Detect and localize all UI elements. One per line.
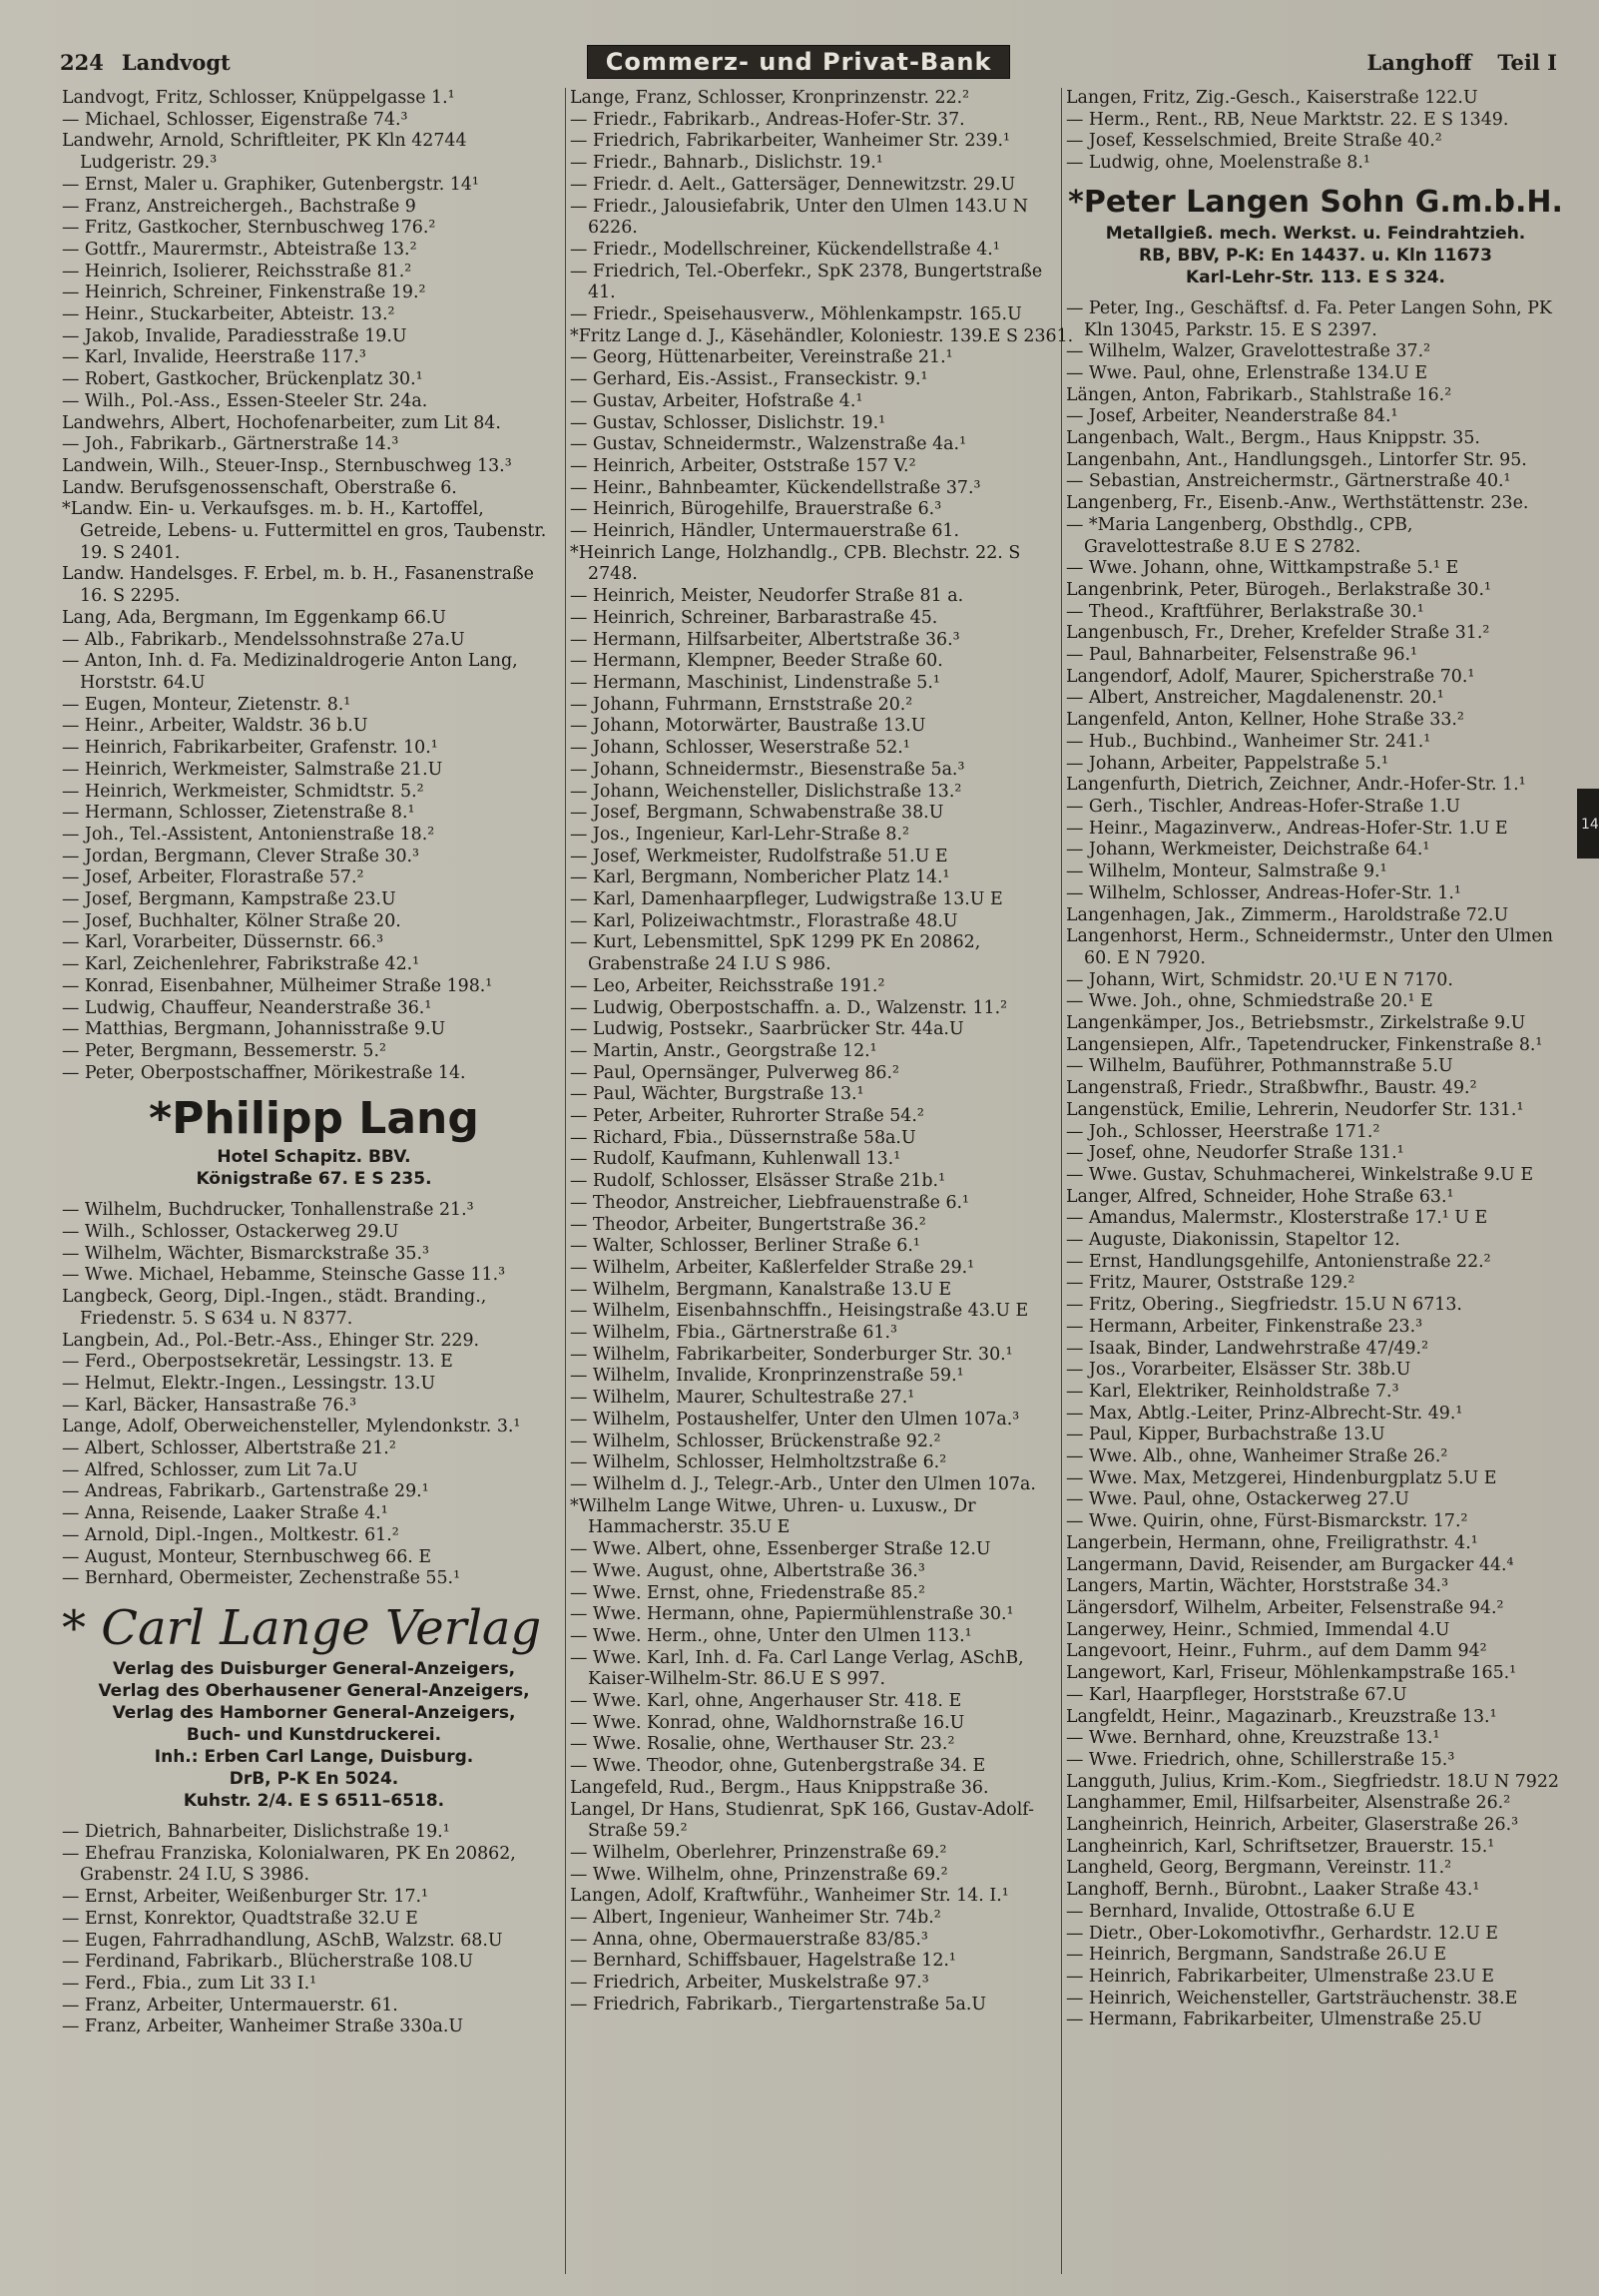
directory-entry: *Landw. Ein- u. Verkaufsges. m. b. H., Kartoffel, Getreide, Lebens- u. Futtermittel en gros, Taubenstr. 19. S 2401.	[62, 499, 547, 563]
directory-entry: — Johann, Schneidermstr., Biesenstraße 5a.³	[570, 759, 965, 780]
directory-entry: Langenberg, Fr., Eisenb.-Anw., Werthstättenstr. 23e.	[1066, 493, 1529, 514]
thumb-index-label: 14	[1581, 817, 1599, 833]
directory-entry: — Heinrich, Werkmeister, Schmidtstr. 5.²	[62, 781, 424, 802]
directory-entry: — Jordan, Bergmann, Clever Straße 30.³	[62, 846, 420, 866]
directory-entry: Langheinrich, Karl, Schriftsetzer, Brauerstr. 15.¹	[1066, 1836, 1495, 1857]
directory-entry: — Wilhelm, Postaushelfer, Unter den Ulmen 107a.³	[570, 1409, 1020, 1430]
directory-entry: Langensiepen, Alfr., Tapetendrucker, Finkenstraße 8.¹	[1066, 1034, 1543, 1055]
directory-entry: Langhoff, Bernh., Bürobnt., Laaker Straße 43.¹	[1066, 1880, 1480, 1901]
directory-entry: — Helmut, Elektr.-Ingen., Lessingstr. 13.U	[62, 1373, 436, 1394]
directory-entry: — Wilhelm, Bauführer, Pothmannstraße 5.U	[1066, 1056, 1453, 1077]
directory-entry: — Heinrich, Meister, Neudorfer Straße 81 a.	[570, 586, 964, 607]
directory-entry: — Friedr., Speisehausverw., Möhlenkampstr. 165.U	[570, 304, 1022, 325]
directory-entry: — Wwe. Gustav, Schuhmacherei, Winkelstraße 9.U E	[1066, 1164, 1534, 1185]
directory-entry: — Josef, ohne, Neudorfer Straße 131.¹	[1066, 1143, 1404, 1164]
directory-entry: — Rudolf, Schlosser, Elsässer Straße 21b.¹	[570, 1171, 946, 1192]
directory-entry: — Ferdinand, Fabrikarb., Blücherstraße 108.U	[62, 1952, 473, 1973]
directory-entry: Langermann, David, Reisender, am Burgacker 44.⁴	[1066, 1554, 1514, 1575]
directory-entry: — Joh., Fabrikarb., Gärtnerstraße 14.³	[62, 434, 399, 455]
directory-entry: — Hermann, Klempner, Beeder Straße 60.	[570, 651, 943, 672]
directory-entry: — Wilh., Schlosser, Ostackerweg 29.U	[62, 1222, 399, 1243]
directory-entry: — Robert, Gastkocher, Brückenplatz 30.¹	[62, 369, 423, 390]
directory-entry: — Johann, Schlosser, Weserstraße 52.¹	[570, 738, 910, 759]
header-left	[60, 50, 231, 75]
directory-entry: — Karl, Zeichenlehrer, Fabrikstraße 42.¹	[62, 954, 420, 975]
directory-entry: — Hub., Buchbind., Wanheimer Str. 241.¹	[1066, 731, 1431, 752]
directory-entry: — Wwe. Hermann, ohne, Papiermühlenstraße 30.¹	[570, 1604, 1014, 1625]
directory-entry: — Ernst, Arbeiter, Weißenburger Str. 17.¹	[62, 1887, 429, 1908]
directory-entry: — Karl, Polizeiwachtmstr., Florastraße 48.U	[570, 910, 958, 931]
directory-entry: — Wilhelm, Schlosser, Helmholtzstraße 6.²	[570, 1452, 947, 1473]
directory-entry: Lang, Ada, Bergmann, Im Eggenkamp 66.U	[62, 607, 446, 628]
directory-entry: Langerbein, Hermann, ohne, Freiligrathstr. 4.¹	[1066, 1532, 1478, 1553]
directory-entry: Langenkämper, Jos., Betriebsmstr., Zirkelstraße 9.U	[1066, 1013, 1526, 1034]
directory-entry: Langbeck, Georg, Dipl.-Ingen., städt. Branding., Friedenstr. 5. S 634 u. N 8377.	[62, 1287, 487, 1329]
ad-title: * Carl Lange Verlag	[62, 1600, 542, 1656]
directory-entry: — Wilhelm, Monteur, Salmstraße 9.¹	[1066, 861, 1387, 882]
directory-entry: — Josef, Werkmeister, Rudolfstraße 51.U E	[570, 846, 948, 866]
directory-entry: — Wwe. August, ohne, Albertstraße 36.³	[570, 1560, 925, 1581]
directory-entry: — Wwe. Quirin, ohne, Fürst-Bismarckstr. 17.²	[1066, 1511, 1468, 1532]
directory-entry: — Gerhard, Eis.-Assist., Franseckistr. 9.¹	[570, 369, 928, 390]
directory-entry: — Wwe. Johann, ohne, Wittkampstraße 5.¹ E	[1066, 558, 1459, 579]
directory-entry: — Dietrich, Bahnarbeiter, Dislichstraße 19.¹	[62, 1822, 450, 1842]
directory-entry: — Rudolf, Kaufmann, Kuhlenwall 13.¹	[570, 1149, 901, 1170]
directory-entry: — Wwe. Friedrich, ohne, Schillerstraße 15.³	[1066, 1749, 1455, 1770]
directory-entry: — Albert, Ingenieur, Wanheimer Str. 74b.²	[570, 1908, 941, 1929]
directory-entry: — Eugen, Monteur, Zietenstr. 8.¹	[62, 694, 351, 715]
directory-entry: — Wilhelm, Maurer, Schultestraße 27.¹	[570, 1388, 915, 1409]
directory-entry: Langen, Adolf, Kraftwführ., Wanheimer Str. 14. I.¹	[570, 1886, 1009, 1907]
directory-entry: — Fritz, Obering., Siegfriedstr. 15.U N 6713.	[1066, 1295, 1462, 1316]
directory-entry: — Paul, Bahnarbeiter, Felsenstraße 96.¹	[1066, 645, 1418, 666]
column-2	[570, 88, 1074, 2279]
directory-entry: Langenstück, Emilie, Lehrerin, Neudorfer Str. 131.¹	[1066, 1099, 1524, 1120]
directory-entry: — Anton, Inh. d. Fa. Medizinaldrogerie Anton Lang, Horststr. 64.U	[62, 651, 518, 693]
directory-entry: Langhammer, Emil, Hilfsarbeiter, Alsenstraße 26.²	[1066, 1793, 1511, 1814]
ad-line: Buch- und Kunstdruckerei.	[186, 1725, 442, 1745]
directory-entry: — Ernst, Maler u. Graphiker, Gutenbergstr. 14¹	[62, 174, 479, 195]
directory-entry: — Fritz, Gastkocher, Sternbuschweg 176.²	[62, 218, 436, 239]
directory-entry: — Gustav, Schneidermstr., Walzenstraße 4a.¹	[570, 434, 967, 455]
directory-entry: — Heinrich, Bürogehilfe, Brauerstraße 6.³	[570, 499, 942, 520]
directory-entry: — Michael, Schlosser, Eigenstraße 74.³	[62, 109, 408, 130]
entry-list	[1066, 298, 1565, 2031]
right-keyword: Langhoff	[1366, 49, 1472, 75]
directory-entry: — Fritz, Maurer, Oststraße 129.²	[1066, 1273, 1355, 1294]
directory-entry: — Wilhelm, Fabrikarbeiter, Sonderburger Str. 30.¹	[570, 1344, 1013, 1365]
directory-entry: — Theodor, Arbeiter, Bungertstraße 36.²	[570, 1214, 926, 1235]
directory-entry: — Wilhelm, Arbeiter, Kaßlerfelder Straße 29.¹	[570, 1257, 975, 1278]
directory-entry: Langevoort, Heinr., Fuhrm., auf dem Damm 94²	[1066, 1641, 1487, 1662]
directory-entry: Langenbusch, Fr., Dreher, Krefelder Straße 31.²	[1066, 623, 1490, 644]
directory-entry: — Josef, Kesselschmied, Breite Straße 40.²	[1066, 131, 1442, 152]
directory-entry: — Peter, Oberpostschaffner, Mörikestraße 14.	[62, 1062, 466, 1083]
directory-entry: — Wwe. Joh., ohne, Schmiedstraße 20.¹ E	[1066, 991, 1433, 1012]
directory-entry: — Franz, Arbeiter, Untermauerstr. 61.	[62, 1995, 398, 2015]
directory-entry: — Ludwig, Oberpostschaffn. a. D., Walzenstr. 11.²	[570, 997, 1008, 1018]
directory-entry: — Wwe. Alb., ohne, Wanheimer Straße 26.²	[1066, 1446, 1448, 1467]
directory-entry: — Wwe. Bernhard, ohne, Kreuzstraße 13.¹	[1066, 1728, 1440, 1749]
directory-entry: — Auguste, Diakonissin, Stapeltor 12.	[1066, 1230, 1400, 1251]
directory-entry: — Sebastian, Anstreichermstr., Gärtnerstraße 40.¹	[1066, 471, 1511, 492]
directory-entry: — Friedr. d. Aelt., Gattersäger, Dennewitzstr. 29.U	[570, 174, 1016, 195]
directory-entry: — Ludwig, Postsekr., Saarbrücker Str. 44a.U	[570, 1019, 964, 1040]
page-number: 224	[60, 49, 104, 75]
directory-entry: — Wwe. Albert, ohne, Essenberger Straße 12.U	[570, 1539, 991, 1560]
directory-entry: — Wilhelm, Schlosser, Andreas-Hofer-Str. 1.¹	[1066, 882, 1461, 903]
directory-entry: Längersdorf, Wilhelm, Arbeiter, Felsenstraße 94.²	[1066, 1598, 1504, 1618]
directory-entry: — Johann, Fuhrmann, Ernststraße 20.²	[570, 694, 913, 715]
page-header	[60, 44, 1557, 80]
entry-list	[1066, 88, 1565, 175]
directory-entry: Langel, Dr Hans, Studienrat, SpK 166, Gustav-Adolf-Straße 59.²	[570, 1799, 1034, 1842]
directory-entry: — Johann, Motorwärter, Baustraße 13.U	[570, 716, 926, 737]
directory-entry: — Hermann, Fabrikarbeiter, Ulmenstraße 25.U	[1066, 2009, 1482, 2030]
directory-entry: *Heinrich Lange, Holzhandlg., CPB. Blechstr. 22. S 2748.	[570, 542, 1021, 585]
directory-entry: Langbein, Ad., Pol.-Betr.-Ass., Ehinger Str. 229.	[62, 1330, 480, 1351]
directory-entry: Langendorf, Adolf, Maurer, Spicherstraße 70.¹	[1066, 666, 1475, 687]
directory-entry: — Karl, Damenhaarpfleger, Ludwigstraße 13.U E	[570, 889, 1003, 910]
directory-entry: — Theod., Kraftführer, Berlakstraße 30.¹	[1066, 601, 1424, 622]
directory-entry: — Heinr., Magazinverw., Andreas-Hofer-Str. 1.U E	[1066, 818, 1508, 839]
directory-entry: — Leo, Arbeiter, Reichsstraße 191.²	[570, 975, 885, 996]
directory-entry: — August, Monteur, Sternbuschweg 66. E	[62, 1546, 432, 1567]
directory-entry: — Heinrich, Weichensteller, Gartsträuchenstr. 38.E	[1066, 1988, 1518, 2009]
directory-entry: — Ferd., Fbia., zum Lit 33 I.¹	[62, 1973, 317, 1994]
directory-entry: — Wwe. Theodor, ohne, Gutenbergstraße 34. E	[570, 1756, 986, 1777]
directory-entry: — Franz, Arbeiter, Wanheimer Straße 330a.U	[62, 2016, 464, 2037]
directory-entry: — Wilhelm, Invalide, Kronprinzenstraße 59.¹	[570, 1366, 964, 1387]
directory-entry: — Heinrich, Bergmann, Sandstraße 26.U E	[1066, 1945, 1447, 1966]
directory-entry: — Wwe. Karl, Inh. d. Fa. Carl Lange Verlag, ASchB, Kaiser-Wilhelm-Str. 86.U E S 997.	[570, 1647, 1024, 1690]
directory-entry: — Albert, Anstreicher, Magdalenenstr. 20.¹	[1066, 688, 1444, 709]
ad-title: *Philipp Lang	[149, 1093, 479, 1145]
directory-entry: — Wwe. Herm., ohne, Unter den Ulmen 113.¹	[570, 1625, 972, 1646]
ad-line: Verlag des Oberhausener General-Anzeigers,	[98, 1681, 530, 1701]
directory-entry: — Peter, Bergmann, Bessemerstr. 5.²	[62, 1040, 386, 1061]
directory-entry: Landw. Berufsgenossenschaft, Oberstraße 6.	[62, 477, 457, 498]
directory-entry: — Hermann, Hilfsarbeiter, Albertstraße 36.³	[570, 629, 960, 650]
directory-entry: — Friedr., Modellschreiner, Kückendellstraße 4.¹	[570, 239, 1000, 260]
directory-entry: Langers, Martin, Wächter, Horststraße 34.³	[1066, 1576, 1449, 1597]
directory-entry: — Wilhelm, Bergmann, Kanalstraße 13.U E	[570, 1279, 952, 1300]
directory-entry: — Albert, Schlosser, Albertstraße 21.²	[62, 1438, 396, 1459]
directory-entry: — Heinrich, Schreiner, Finkenstraße 19.²	[62, 283, 426, 303]
directory-entry: — Heinr., Stuckarbeiter, Abteistr. 13.²	[62, 304, 395, 325]
directory-entry: — Wwe. Michael, Hebamme, Steinsche Gasse 11.³	[62, 1265, 506, 1286]
ad-line: RB, BBV, P-K: En 14437. u. Kln 11673	[1139, 245, 1492, 266]
directory-entry: Längen, Anton, Fabrikarb., Stahlstraße 16.²	[1066, 384, 1452, 405]
header-right	[1366, 50, 1557, 75]
entry-list	[62, 1822, 566, 2038]
directory-entry: Lange, Franz, Schlosser, Kronprinzenstr. 22.²	[570, 88, 970, 108]
directory-entry: — Karl, Bäcker, Hansastraße 76.³	[62, 1395, 357, 1416]
directory-entry: Langenstraß, Friedr., Straßbwfhr., Baustr. 49.²	[1066, 1078, 1477, 1099]
directory-entry: — Peter, Arbeiter, Ruhrorter Straße 54.²	[570, 1106, 924, 1127]
directory-entry: Lange, Adolf, Oberweichensteller, Mylendonkstr. 3.¹	[62, 1417, 521, 1437]
directory-entry: Langenbach, Walt., Bergm., Haus Knippstr. 35.	[1066, 428, 1480, 449]
directory-entry: — Jakob, Invalide, Paradiesstraße 19.U	[62, 325, 407, 346]
directory-entry: — Gustav, Schlosser, Dislichstr. 19.¹	[570, 412, 886, 433]
directory-entry: — Wwe. Paul, ohne, Ostackerweg 27.U	[1066, 1489, 1409, 1510]
directory-entry: — Hermann, Arbeiter, Finkenstraße 23.³	[1066, 1316, 1423, 1337]
directory-entry: — Johann, Arbeiter, Pappelstraße 5.¹	[1066, 753, 1388, 774]
ad-line: Kuhstr. 2/4. E S 6511–6518.	[183, 1791, 445, 1811]
directory-entry: — Wilhelm, Oberlehrer, Prinzenstraße 69.²	[570, 1842, 947, 1863]
directory-entry: — Paul, Wächter, Burgstraße 13.¹	[570, 1084, 864, 1105]
directory-entry: — Bernhard, Invalide, Ottostraße 6.U E	[1066, 1901, 1415, 1922]
directory-entry: — Wwe. Paul, ohne, Erlenstraße 134.U E	[1066, 362, 1428, 383]
column-3	[1066, 88, 1565, 2279]
directory-entry: Langenbrink, Peter, Bürogeh., Berlakstraße 30.¹	[1066, 579, 1491, 600]
directory-entry: — Friedr., Fabrikarb., Andreas-Hofer-Str. 37.	[570, 109, 965, 130]
directory-entry: — Wilhelm, Wächter, Bismarckstraße 35.³	[62, 1243, 429, 1264]
bank-banner: Commerz- und Privat-Bank	[587, 45, 1011, 79]
directory-entry: — Josef, Bergmann, Schwabenstraße 38.U	[570, 803, 944, 824]
directory-entry: Landw. Handelsges. F. Erbel, m. b. H., Fasanenstraße 16. S 2295.	[62, 564, 534, 607]
ad-line: Verlag des Hamborner General-Anzeigers,	[112, 1703, 516, 1723]
directory-entry: — Georg, Hüttenarbeiter, Vereinstraße 21.¹	[570, 347, 953, 368]
directory-entry: — Heinr., Bahnbeamter, Kückendellstraße 37.³	[570, 477, 981, 498]
directory-entry: — Martin, Anstr., Georgstraße 12.¹	[570, 1040, 877, 1061]
directory-entry: — Wilhelm, Schlosser, Brückenstraße 92.²	[570, 1431, 941, 1451]
directory-entry: — Heinrich, Arbeiter, Oststraße 157 V.²	[570, 455, 916, 476]
column-1	[62, 88, 566, 2279]
ad-line: Metallgieß. mech. Werkst. u. Feindrahtzieh.	[1105, 223, 1526, 244]
directory-entry: Langfeldt, Heinr., Magazinarb., Kreuzstraße 13.¹	[1066, 1706, 1497, 1727]
directory-entry: — Josef, Bergmann, Kampstraße 23.U	[62, 889, 396, 910]
directory-entry: — Karl, Invalide, Heerstraße 117.³	[62, 347, 366, 368]
directory-entry: — Heinrich, Werkmeister, Salmstraße 21.U	[62, 759, 443, 780]
directory-entry: Langen, Fritz, Zig.-Gesch., Kaiserstraße 122.U	[1066, 88, 1478, 108]
directory-entry: — Walter, Schlosser, Berliner Straße 6.¹	[570, 1236, 920, 1257]
directory-entry: — Ferd., Oberpostsekretär, Lessingstr. 13. E	[62, 1352, 453, 1373]
directory-entry: — Gerh., Tischler, Andreas-Hofer-Straße 1.U	[1066, 796, 1461, 817]
directory-entry: — Johann, Wirt, Schmidstr. 20.¹U E N 7170.	[1066, 969, 1453, 990]
directory-entry: — Joh., Schlosser, Heerstraße 171.²	[1066, 1121, 1380, 1142]
directory-entry: — Jos., Vorarbeiter, Elsässer Str. 38b.U	[1066, 1360, 1411, 1381]
directory-entry: — Friedrich, Tel.-Oberfekr., SpK 2378, Bungertstraße 41.	[570, 261, 1043, 303]
directory-entry: — Wilhelm, Walzer, Gravelottestraße 37.²	[1066, 341, 1431, 362]
ad-line: Verlag des Duisburger General-Anzeigers,	[112, 1659, 516, 1679]
directory-entry: — Max, Abtlg.-Leiter, Prinz-Albrecht-Str. 49.¹	[1066, 1403, 1463, 1424]
directory-entry: — Amandus, Malermstr., Klosterstraße 17.¹ U E	[1066, 1208, 1488, 1229]
directory-entry: — Wwe. Wilhelm, ohne, Prinzenstraße 69.²	[570, 1864, 948, 1885]
directory-entry: — Karl, Elektriker, Reinholdstraße 7.³	[1066, 1381, 1399, 1402]
entry-list	[62, 1200, 566, 1590]
directory-entry: — Karl, Vorarbeiter, Düssernstr. 66.³	[62, 932, 384, 953]
directory-entry: Langenhagen, Jak., Zimmerm., Haroldstraße 72.U	[1066, 904, 1509, 925]
ad-title: *Peter Langen Sohn G.m.b.H.	[1068, 184, 1563, 220]
directory-entry: Langheinrich, Heinrich, Arbeiter, Glaserstraße 26.³	[1066, 1815, 1519, 1836]
directory-entry: Langer, Alfred, Schneider, Hohe Straße 63.¹	[1066, 1186, 1454, 1207]
directory-entry: Langenhorst, Herm., Schneidermstr., Unter den Ulmen 60. E N 7920.	[1066, 926, 1553, 968]
directory-entry: — Johann, Weichensteller, Dislichstraße 13.²	[570, 781, 962, 802]
directory-entry: — Franz, Anstreichergeh., Bachstraße 9	[62, 196, 416, 217]
part-label: Teil I	[1497, 49, 1557, 75]
thumb-index-tab	[1577, 789, 1599, 859]
directory-entry: — Anna, Reisende, Laaker Straße 4.¹	[62, 1503, 388, 1524]
directory-entry: — Konrad, Eisenbahner, Mülheimer Straße 198.¹	[62, 975, 493, 996]
directory-entry: Landwehrs, Albert, Hochofenarbeiter, zum Lit 84.	[62, 412, 501, 433]
directory-entry: — Gustav, Arbeiter, Hofstraße 4.¹	[570, 390, 863, 411]
directory-entry: — Eugen, Fahrradhandlung, ASchB, Walzstr. 68.U	[62, 1930, 503, 1951]
directory-entry: — Paul, Opernsänger, Pulverweg 86.²	[570, 1062, 899, 1083]
directory-entry: — Wwe. Karl, ohne, Angerhauser Str. 418. E	[570, 1691, 962, 1712]
directory-entry: — Wwe. Ernst, ohne, Friedenstraße 85.²	[570, 1582, 925, 1603]
directory-entry: — Wwe. Konrad, ohne, Waldhornstraße 16.U	[570, 1712, 965, 1733]
directory-entry: — Ehefrau Franziska, Kolonialwaren, PK En 20862, Grabenstr. 24 I.U, S 3986.	[62, 1843, 516, 1886]
directory-entry: — Gottfr., Maurermstr., Abteistraße 13.²	[62, 239, 417, 260]
directory-entry: Landwein, Wilh., Steuer-Insp., Sternbuschweg 13.³	[62, 455, 512, 476]
ad-peter-langen	[1066, 183, 1565, 288]
directory-entry: — Ernst, Handlungsgehilfe, Antonienstraße 22.²	[1066, 1251, 1491, 1272]
directory-entry: — Anna, ohne, Obermauerstraße 83/85.³	[570, 1929, 928, 1950]
directory-entry: — Friedr., Jalousiefabrik, Unter den Ulmen 143.U N 6226.	[570, 196, 1029, 239]
directory-entry: *Fritz Lange d. J., Käsehändler, Koloniestr. 139.E S 2361.	[570, 325, 1074, 346]
directory-entry: — Bernhard, Obermeister, Zechenstraße 55.¹	[62, 1568, 461, 1589]
directory-entry: — Karl, Haarpfleger, Horststraße 67.U	[1066, 1684, 1407, 1705]
directory-entry: — Heinr., Arbeiter, Waldstr. 36 b.U	[62, 716, 368, 737]
directory-entry: — Wwe. Max, Metzgerei, Hindenburgplatz 5.U E	[1066, 1467, 1497, 1488]
directory-entry: — Hermann, Schlosser, Zietenstraße 8.¹	[62, 803, 415, 824]
ad-carl-lange-verlag	[62, 1598, 566, 1812]
directory-entry: — Alfred, Schlosser, zum Lit 7a.U	[62, 1459, 358, 1480]
directory-entry: Langenbahn, Ant., Handlungsgeh., Lintorfer Str. 95.	[1066, 449, 1527, 470]
directory-entry: — Johann, Werkmeister, Deichstraße 64.¹	[1066, 840, 1430, 861]
directory-entry: — Bernhard, Schiffsbauer, Hagelstraße 12.¹	[570, 1951, 956, 1972]
entry-list	[62, 88, 566, 1084]
directory-entry: Langenfurth, Dietrich, Zeichner, Andr.-Hofer-Str. 1.¹	[1066, 775, 1526, 796]
directory-entry: — Friedr., Bahnarb., Dislichstr. 19.¹	[570, 153, 883, 174]
directory-entry: — Arnold, Dipl.-Ingen., Moltkestr. 61.²	[62, 1524, 399, 1545]
directory-entry: — Ernst, Konrektor, Quadtstraße 32.U E	[62, 1908, 418, 1929]
directory-entry: Landvogt, Fritz, Schlosser, Knüppelgasse 1.¹	[62, 88, 455, 108]
directory-entry: — Friedrich, Arbeiter, Muskelstraße 97.³	[570, 1973, 929, 1994]
ad-line: Königstraße 67. E S 235.	[196, 1169, 432, 1190]
directory-entry: Langheld, Georg, Bergmann, Vereinstr. 11.²	[1066, 1858, 1452, 1879]
directory-entry: — Alb., Fabrikarb., Mendelssohnstraße 27a.U	[62, 629, 465, 650]
directory-entry: — Josef, Arbeiter, Neanderstraße 84.¹	[1066, 406, 1398, 427]
ad-philipp-lang	[62, 1092, 566, 1190]
directory-entry: — Wilhelm, Buchdrucker, Tonhallenstraße 21.³	[62, 1200, 474, 1221]
directory-entry: — Wilhelm, Eisenbahnschffn., Heisingstraße 43.U E	[570, 1301, 1029, 1322]
directory-entry: — Hermann, Maschinist, Lindenstraße 5.¹	[570, 672, 940, 693]
ad-line: DrB, P-K En 5024.	[229, 1769, 399, 1789]
directory-entry: Langenfeld, Anton, Kellner, Hohe Straße 33.²	[1066, 710, 1464, 731]
directory-entry: — Herm., Rent., RB, Neue Marktstr. 22. E S 1349.	[1066, 109, 1509, 130]
directory-entry: — Karl, Bergmann, Nombericher Platz 14.¹	[570, 867, 950, 888]
ad-line: Hotel Schapitz. BBV.	[217, 1147, 411, 1168]
directory-entry: — Theodor, Anstreicher, Liebfrauenstraße 6.¹	[570, 1192, 970, 1213]
directory-entry: — Kurt, Lebensmittel, SpK 1299 PK En 20862, Grabenstraße 24 I.U S 986.	[570, 932, 981, 975]
directory-entry: Landwehr, Arnold, Schriftleiter, PK Kln 42744 Ludgeristr. 29.³	[62, 131, 467, 174]
directory-entry: — Heinrich, Schreiner, Barbarastraße 45.	[570, 607, 938, 628]
directory-entry: — Wilhelm, Fbia., Gärtnerstraße 61.³	[570, 1323, 897, 1344]
directory-entry: Langerwey, Heinr., Schmied, Immendal 4.U	[1066, 1619, 1450, 1640]
directory-entry: — Josef, Arbeiter, Florastraße 57.²	[62, 867, 364, 888]
directory-entry: — Friedrich, Fabrikarbeiter, Wanheimer Str. 239.¹	[570, 131, 1011, 152]
directory-entry: — Richard, Fbia., Düssernstraße 58a.U	[570, 1127, 916, 1148]
directory-entry: — Heinrich, Fabrikarbeiter, Grafenstr. 10.¹	[62, 738, 438, 759]
directory-entry: — Andreas, Fabrikarb., Gartenstraße 29.¹	[62, 1481, 429, 1502]
directory-entry: — *Maria Langenberg, Obsthdlg., CPB, Gravelottestraße 8.U E S 2782.	[1066, 514, 1413, 557]
directory-entry: — Heinrich, Fabrikarbeiter, Ulmenstraße 23.U E	[1066, 1966, 1494, 1987]
ad-line: Inh.: Erben Carl Lange, Duisburg.	[154, 1747, 474, 1767]
directory-entry: Langguth, Julius, Krim.-Kom., Siegfriedstr. 18.U N 7922	[1066, 1771, 1559, 1792]
directory-entry: — Jos., Ingenieur, Karl-Lehr-Straße 8.²	[570, 824, 909, 845]
directory-entry: Langewort, Karl, Friseur, Möhlenkampstraße 165.¹	[1066, 1663, 1517, 1684]
directory-entry: — Paul, Kipper, Burbachstraße 13.U	[1066, 1425, 1385, 1445]
directory-entry: — Ludwig, ohne, Moelenstraße 8.¹	[1066, 153, 1370, 174]
directory-entry: — Dietr., Ober-Lokomotivfhr., Gerhardstr. 12.U E	[1066, 1923, 1498, 1944]
left-keyword: Landvogt	[121, 49, 231, 75]
directory-entry: — Wwe. Rosalie, ohne, Werthauser Str. 23.²	[570, 1734, 955, 1755]
directory-entry: *Wilhelm Lange Witwe, Uhren- u. Luxusw., Dr Hammacherstr. 35.U E	[570, 1495, 976, 1538]
directory-entry: — Wilh., Pol.-Ass., Essen-Steeler Str. 24a.	[62, 390, 428, 411]
directory-entry: — Ludwig, Chauffeur, Neanderstraße 36.¹	[62, 997, 432, 1018]
ad-line: Karl-Lehr-Str. 113. E S 324.	[1185, 267, 1446, 287]
directory-entry: — Josef, Buchhalter, Kölner Straße 20.	[62, 910, 401, 931]
entry-list	[570, 88, 1074, 2016]
directory-entry: Langefeld, Rud., Bergm., Haus Knippstraße 36.	[570, 1777, 989, 1798]
directory-entry: — Wilhelm d. J., Telegr.-Arb., Unter den Ulmen 107a.	[570, 1474, 1036, 1494]
directory-entry: — Matthias, Bergmann, Johannisstraße 9.U	[62, 1019, 446, 1040]
directory-entry: — Heinrich, Händler, Untermauerstraße 61.	[570, 521, 959, 542]
directory-entry: — Peter, Ing., Geschäftsf. d. Fa. Peter Langen Sohn, PK Kln 13045, Parkstr. 15. E S 2397.	[1066, 297, 1552, 340]
directory-entry: — Isaak, Binder, Landwehrstraße 47/49.²	[1066, 1338, 1429, 1359]
directory-entry: — Joh., Tel.-Assistent, Antonienstraße 18.²	[62, 824, 435, 845]
directory-entry: — Friedrich, Fabrikarb., Tiergartenstraße 5a.U	[570, 1994, 987, 2014]
directory-entry: — Heinrich, Isolierer, Reichsstraße 81.²	[62, 261, 412, 282]
